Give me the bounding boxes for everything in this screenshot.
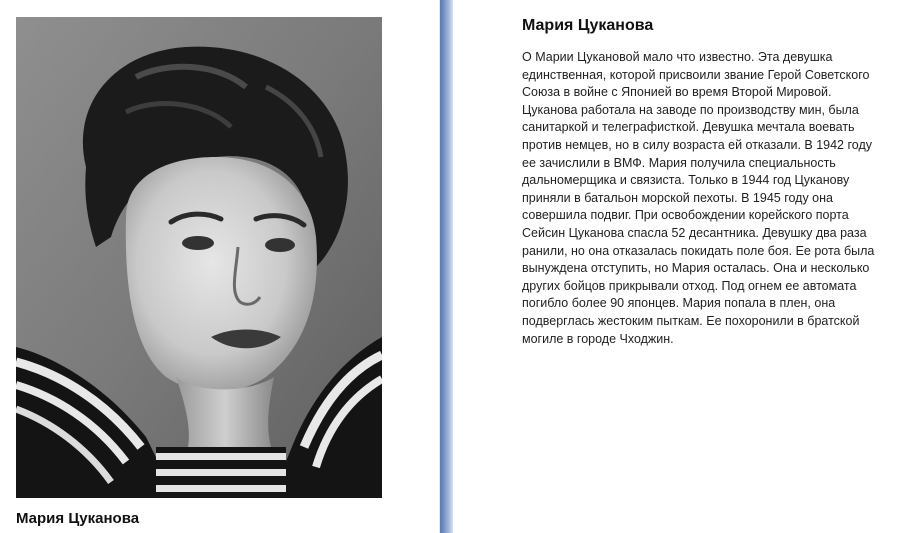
page-divider — [439, 0, 453, 533]
article-body — [522, 49, 906, 348]
article-line: других бойцов прикрывали отход. Под огнем ее автомата — [522, 278, 857, 293]
portrait-photo — [16, 17, 382, 498]
article-title: Мария Цуканова — [522, 17, 654, 34]
article-line: вынуждена отступить, но Мария осталась. Она и несколько — [522, 261, 870, 276]
article-line: подверглась жестоким пыткам. Ее похоронили в братской — [522, 313, 860, 328]
article-line: санитаркой и телеграфисткой. Девушка мечтала воевать — [522, 120, 855, 135]
article-line: Союза в войне с Японией во время Второй Мировой. — [522, 85, 832, 100]
article-line: Сейсин Цуканова спасла 52 десантника. Девушку два раза — [522, 225, 867, 240]
article-line: могиле в городе Чходжин. — [522, 331, 674, 346]
left-pane — [0, 0, 438, 533]
article-line: ее зачислили в ВМФ. Мария получила специальность — [522, 155, 836, 170]
article-line: против немцев, но в силу возраста ей отказали. В 1942 году — [522, 137, 872, 152]
article-line: погибло более 90 японцев. Мария попала в плен, она — [522, 296, 836, 311]
article-line: ранили, но она отказалась покидать поле боя. Ее рота была — [522, 243, 875, 258]
article-line: О Марии Цукановой мало что известно. Эта девушка — [522, 50, 833, 64]
article-line: приняли в батальон морской пехоты. В 1945 году она — [522, 190, 833, 205]
right-pane — [453, 0, 912, 533]
article-line: совершила подвиг. При освобождении корейского порта — [522, 208, 849, 223]
article-line: единственная, которой присвоили звание Герой Советского — [522, 67, 870, 82]
article-line: дальномерщика и связиста. Только в 1944 год Цуканову — [522, 173, 850, 188]
article-line: Цуканова работала на заводе по производству мин, была — [522, 102, 859, 117]
portrait-caption: Мария Цуканова — [16, 510, 140, 527]
